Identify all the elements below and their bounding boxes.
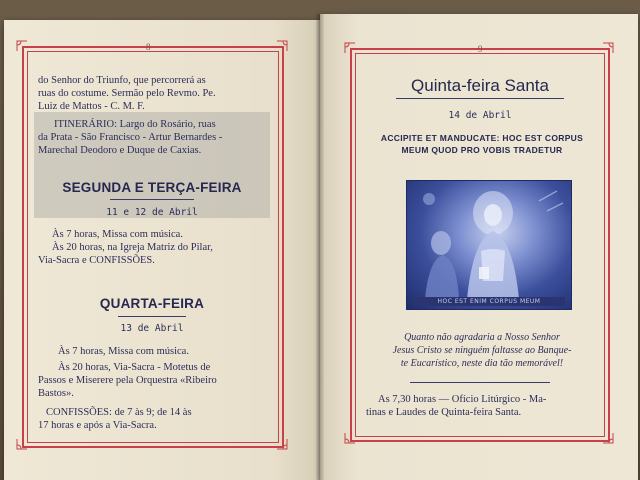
section-date: 14 de Abril <box>448 110 512 121</box>
corner-ornament-icon <box>602 42 614 54</box>
divider <box>110 199 194 200</box>
section-text <box>38 345 272 432</box>
text-line: Passos e Miserere pela Orquestra «Ribeiro <box>38 375 217 386</box>
text-line: Às 20 horas, Via-Sacra - Motetus de <box>58 362 211 373</box>
latin-quote <box>356 132 608 156</box>
itinerary-text <box>38 118 268 157</box>
text-line: Bastos». <box>38 388 74 399</box>
book-gutter <box>316 14 324 480</box>
corner-ornament-icon <box>276 438 288 450</box>
intro-text <box>38 74 268 113</box>
text-line: ruas do costume. Sermão pelo Revmo. Pe. <box>38 88 216 99</box>
text-line: Às 7 horas, Missa com música. <box>58 346 189 357</box>
devotional-quote <box>360 331 604 370</box>
last-supper-illustration <box>406 180 572 310</box>
text-line: Via-Sacra e CONFISSÕES. <box>38 255 155 266</box>
text-line: Luiz de Mattos - C. M. F. <box>38 101 145 112</box>
text-line: MEUM QUOD PRO VOBIS TRADETUR <box>401 145 563 155</box>
text-line: te Eucarístico, neste dia tão memorável! <box>400 358 564 369</box>
corner-ornament-icon <box>16 438 28 450</box>
text-line: da Prata - São Francisco - Artur Bernardes - <box>38 132 223 143</box>
section-date: 11 e 12 de Abril <box>106 207 198 218</box>
text-line: Marechal Deodoro e Duque de Caxias. <box>38 145 202 156</box>
section-date: 13 de Abril <box>120 323 184 334</box>
divider <box>118 316 186 317</box>
section-heading: SEGUNDA E TERÇA-FEIRA <box>62 180 242 195</box>
page-number: 8 <box>146 42 151 52</box>
text-line: Jesus Cristo se ninguém faltasse ao Banque- <box>392 345 572 356</box>
text-line: Quanto não agradaria a Nosso Senhor <box>404 332 560 343</box>
text-line: 17 horas e após a Via-Sacra. <box>38 420 157 431</box>
corner-ornament-icon <box>16 40 28 52</box>
section-text <box>38 228 272 267</box>
text-line: ITINERÁRIO: Largo do Rosário, ruas <box>54 119 216 130</box>
text-line: As 7,30 horas — Ofício Litúrgico - Ma- <box>378 394 547 405</box>
text-line: do Senhor do Triunfo, que percorrerá as <box>38 75 206 86</box>
closing-text <box>366 393 602 419</box>
corner-ornament-icon <box>344 42 356 54</box>
corner-ornament-icon <box>602 432 614 444</box>
page-number: 9 <box>478 44 483 54</box>
text-line: tinas e Laudes de Quinta-feira Santa. <box>366 407 522 418</box>
section-heading: QUARTA-FEIRA <box>99 296 205 311</box>
divider <box>410 382 550 383</box>
text-line: Às 20 horas, na Igreja Matriz do Pilar, <box>52 242 213 253</box>
corner-ornament-icon <box>276 40 288 52</box>
picture-caption: HOC EST ENIM CORPUS MEUM <box>437 298 541 305</box>
corner-ornament-icon <box>344 432 356 444</box>
text-line: CONFISSÕES: de 7 às 9; de 14 às <box>46 407 192 418</box>
divider <box>396 98 564 99</box>
page-title: Quinta-feira Santa <box>411 76 549 95</box>
christ-figure-icon <box>407 181 571 309</box>
text-line: ACCIPITE ET MANDUCATE: HOC EST CORPUS <box>380 133 584 143</box>
text-line: Às 7 horas, Missa com música. <box>52 229 183 240</box>
